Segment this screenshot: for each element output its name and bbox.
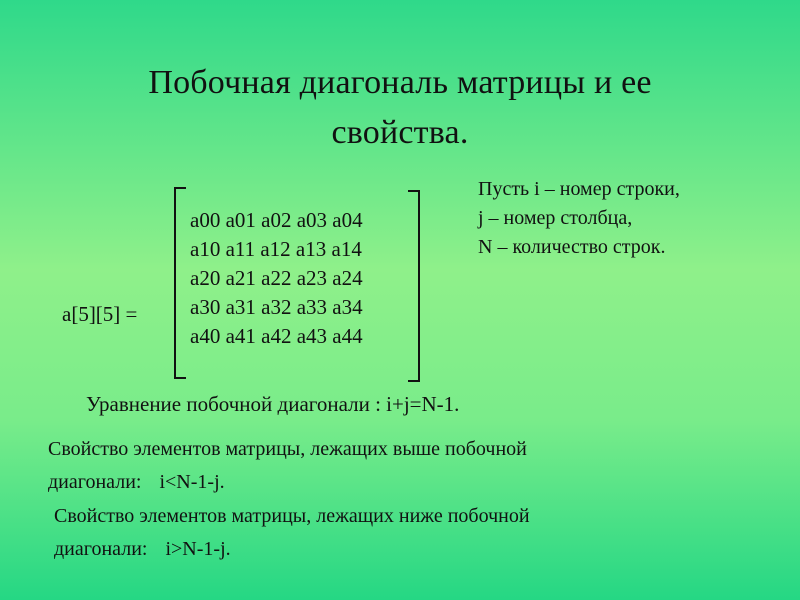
matrix-row: a10 a11 a12 a13 a14 bbox=[190, 237, 362, 261]
property-above-line-1: Свойство элементов матрицы, лежащих выше побочной bbox=[48, 438, 527, 460]
property-below-line-1: Свойство элементов матрицы, лежащих ниже побочной bbox=[54, 505, 530, 527]
matrix-elements bbox=[190, 206, 363, 351]
matrix-row: a40 a41 a42 a43 a44 bbox=[190, 324, 363, 348]
title-line-1: Побочная диагональ матрицы и ее bbox=[148, 64, 652, 101]
property-below-diagonal bbox=[54, 500, 530, 566]
definition-n: N – количество строк. bbox=[478, 236, 666, 258]
diagonal-equation: Уравнение побочной диагонали : i+j=N-1. bbox=[86, 392, 460, 416]
property-above-formula: i<N-1-j. bbox=[159, 471, 225, 493]
matrix-row: a20 a21 a22 a23 a24 bbox=[190, 266, 363, 290]
matrix-left-bracket bbox=[174, 187, 186, 379]
variable-definitions bbox=[478, 175, 680, 262]
property-below-line-2 bbox=[54, 533, 530, 566]
property-above-label: диагонали: bbox=[48, 471, 142, 493]
property-above-diagonal bbox=[48, 433, 527, 499]
slide-title bbox=[60, 58, 740, 158]
property-below-label: диагонали: bbox=[54, 538, 148, 560]
matrix-row: a00 a01 a02 a03 a04 bbox=[190, 208, 363, 232]
property-above-line-2 bbox=[48, 466, 527, 499]
property-below-formula: i>N-1-j. bbox=[165, 538, 231, 560]
matrix-label: a[5][5] = bbox=[62, 302, 138, 326]
definition-i: Пусть i – номер строки, bbox=[478, 178, 680, 200]
title-line-2: свойства. bbox=[331, 114, 469, 151]
definition-j: j – номер столбца, bbox=[478, 207, 633, 229]
matrix-right-bracket bbox=[408, 190, 420, 382]
matrix-row: a30 a31 a32 a33 a34 bbox=[190, 295, 363, 319]
